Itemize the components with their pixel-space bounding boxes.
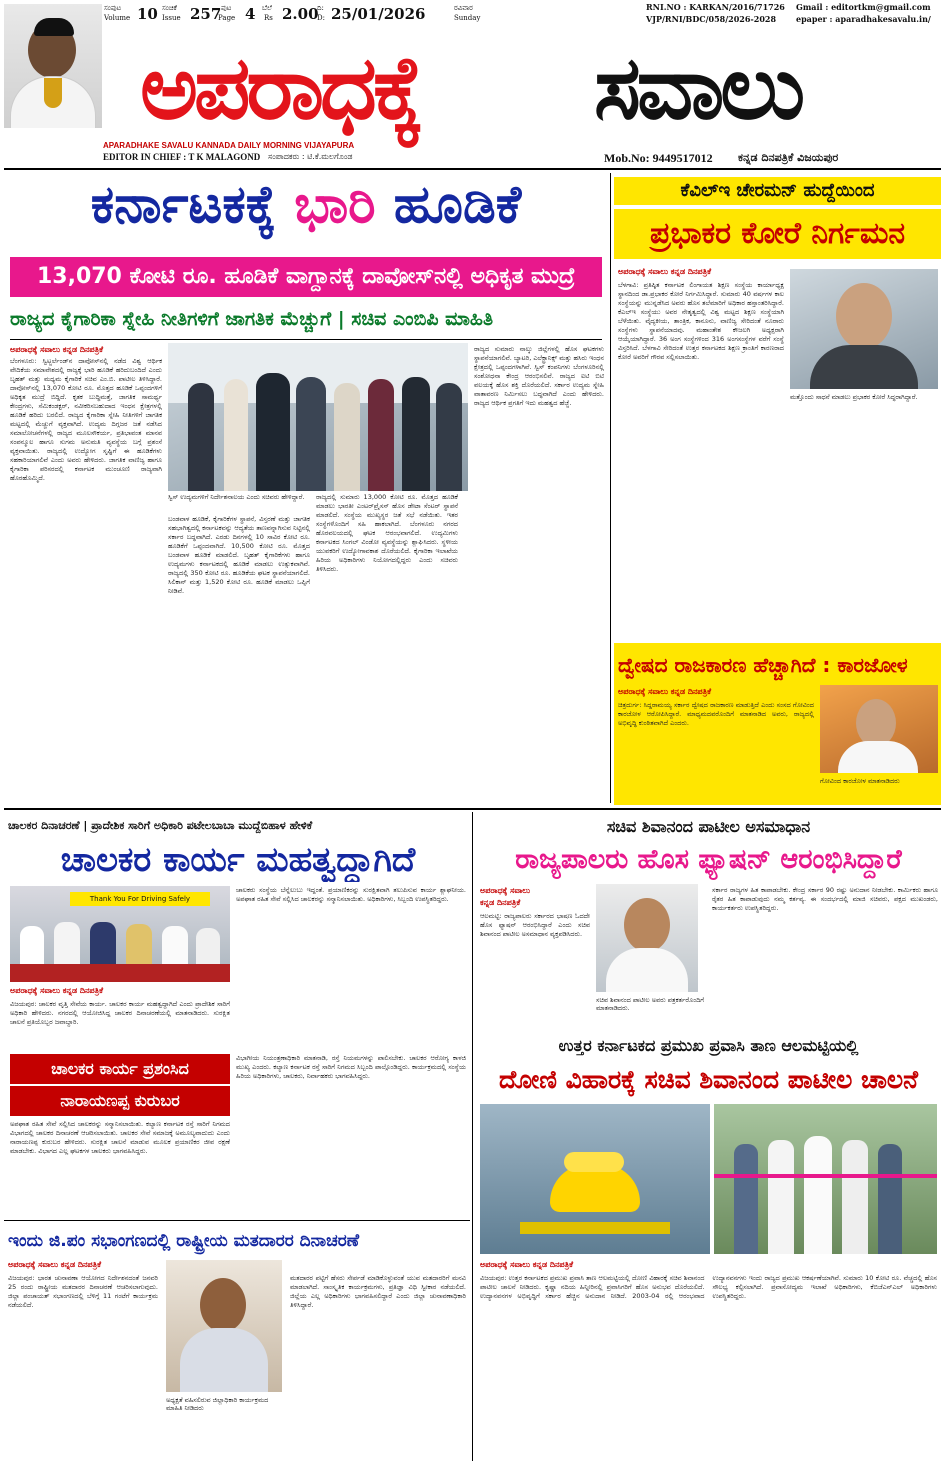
drivers-body-2: ಚಾಲಕರು ಸಂಸ್ಥೆಯ ಬೆನ್ನೆಲುಬು ಇದ್ದಂತೆ. ಪ್ರಯಾಣಿಕರನ್ನು ಸುರಕ್ಷಿತವಾಗಿ ತಲುಪಿಸುವ ಕಾರ್ಯ ಶ್ಲಾಘನೀಯ. ಅಪಘಾತ ರಹಿತ ಸೇವೆ ಸಲ್ಲಿಸಿದ ಚಾಲಕರನ್ನು ಸನ್ಮಾನಿಸಲಾಯಿತು. ಅಧಿಕಾರಿಗಳು, ಸಿಬ್ಬಂದಿ ಉಪಸ್ಥಿತರಿದ್ದರು. xyxy=(236,886,466,903)
drivers-body-1: ವಿಜಯಪುರ: ಚಾಲಕರ ವೃತ್ತಿ ಸೇವೆಯ ಕಾರ್ಯ. ಚಾಲಕರ ಕಾರ್ಯ ಮಹತ್ವದ್ದಾಗಿದೆ ಎಂದು ಪ್ರಾದೇಶಿಕ ಸಾರಿಗೆ ಅಧಿಕಾರಿ ಹೇಳಿದರು. ನಗರದಲ್ಲಿ ಆಯೋಜಿಸಿದ್ದ ಚಾಲಕರ ದಿನಾಚರಣೆಯಲ್ಲಿ ಮಾತನಾಡಿದರು. ಸುರಕ್ಷಿತ ಚಾಲನೆ ಪ್ರತಿಯೊಬ್ಬರ ಜವಾಬ್ದಾರಿ. xyxy=(10,1000,230,1026)
side-story-karajola xyxy=(614,643,941,805)
page-number: 4 xyxy=(245,5,256,23)
lead-column-4: ರಾಜ್ಯದ ಸುಮಾರು ನಾಲ್ಕು ಜಿಲ್ಲೆಗಳಲ್ಲಿ ಹೊಸ ಘಟಕಗಳು ಸ್ಥಾಪನೆಯಾಗಲಿವೆ. ಬ್ಯಾಟರಿ, ಎಲೆಕ್ಟ್ರಾನಿಕ್ಸ್ ಮತ್ತು ಹಸಿರು ಇಂಧನ ಕ್ಷೇತ್ರದಲ್ಲಿ ಒಪ್ಪಂದಗಳಾಗಿವೆ. ಸ್ವಿಸ್ ಕಂಪನಿಗಳು ಬೆಂಗಳೂರಿನಲ್ಲಿ ಸಂಶೋಧನಾ ಕೇಂದ್ರ ಆರಂಭಿಸಲಿವೆ. ರಾಜ್ಯದ ಐಟಿ ಬಿಟಿ ವಲಯಕ್ಕೆ ಹೊಸ ಶಕ್ತಿ ದೊರೆಯಲಿದೆ. ಸರ್ಕಾರ ಉದ್ಯಮ ಸ್ನೇಹಿ ವಾತಾವರಣ ನಿರ್ಮಿಸಲು ಬದ್ಧವಾಗಿದೆ ಎಂದು ಹೇಳಿದರು. ರಾಜ್ಯದ ಆರ್ಥಿಕ ಪ್ರಗತಿಗೆ ಇದು ಮಹತ್ವದ ಹೆಜ್ಜೆ. xyxy=(474,345,604,407)
voters-photo-caption: ಅಧ್ಯಕ್ಷತೆ ವಹಿಸಲಿರುವ ಜಿಲ್ಲಾಧಿಕಾರಿ ಕಾರ್ಯಕ್ರಮದ ಮಾಹಿತಿ ನೀಡಿದರು xyxy=(166,1396,269,1412)
tagline: ಕನ್ನಡ ದಿನಪತ್ರಿಕೆ ವಿಜಯಪುರ xyxy=(738,151,839,164)
lead-headline-part3: ಹೂಡಿಕೆ xyxy=(393,179,522,235)
governor-photo-caption: ಸಚಿವ ಶಿವಾನಂದ ಪಾಟೀಲ ಅವರು ಪತ್ರಕರ್ತರೊಂದಿಗೆ ಮಾತನಾಡಿದರು. xyxy=(596,996,705,1012)
lead-headline-part2: ಭಾರಿ xyxy=(294,179,376,235)
boat-headline: ದೋಣಿ ವಿಹಾರಕ್ಕೆ ಸಚಿವ ಶಿವಾನಂದ ಪಾಟೀಲ ಚಾಲನೆ xyxy=(498,1065,919,1094)
kore-kicker: ಕೆವಿಲ್ಇ ಚೇರಮನ್ ಹುದ್ದೆಯಿಂದ xyxy=(614,177,941,205)
issue-date: 25/01/2026 xyxy=(331,5,426,23)
voters-story xyxy=(4,1220,470,1461)
drivers-photo xyxy=(10,886,230,982)
voters-rule xyxy=(4,1220,470,1221)
karajola-byline: ಅಪರಾಧಕ್ಕೆ ಸವಾಲು ಕನ್ನಡ ದಿನಪತ್ರಿಕೆ xyxy=(618,687,712,696)
editor-photo xyxy=(4,4,102,128)
governor-photo xyxy=(596,884,698,992)
registration-number: VJP/RNI/BDC/058/2026-2028 xyxy=(646,14,777,24)
masthead xyxy=(0,0,945,170)
masthead-rule xyxy=(4,168,941,170)
drivers-byline: ಅಪರಾಧಕ್ಕೆ ಸವಾಲು ಕನ್ನಡ ದಿನಪತ್ರಿಕೆ xyxy=(10,986,104,995)
lower-divider xyxy=(472,812,473,1461)
karajola-body: ಚಿತ್ರದುರ್ಗ: ಸಿದ್ದರಾಮಯ್ಯ ಸರ್ಕಾರ ದ್ವೇಷದ ರಾಜಕಾರಣ ಮಾಡುತ್ತಿದೆ ಎಂದು ಸಂಸದ ಗೋವಿಂದ ಕಾರಜೋಳ ಆರೋಪಿಸಿದ್ದಾರೆ. ಮಾಧ್ಯಮದವರೊಂದಿಗೆ ಮಾತನಾಡಿದ ಅವರು, ರಾಜ್ಯದಲ್ಲಿ ಅಭಿವೃದ್ಧಿ ಕುಂಠಿತವಾಗಿದೆ ಎಂದರು. xyxy=(618,701,814,727)
drivers-praise-body: ಅಪಘಾತ ರಹಿತ ಸೇವೆ ಸಲ್ಲಿಸಿದ ಚಾಲಕರನ್ನು ಸನ್ಮಾನಿಸಲಾಯಿತು. ಕಲ್ಯಾಣ ಕರ್ನಾಟಕ ರಸ್ತೆ ಸಾರಿಗೆ ನಿಗಮದ ವಿಭಾಗದಲ್ಲಿ ಚಾಲಕರ ದಿನಾಚರಣೆ ಆಚರಿಸಲಾಯಿತು. ಚಾಲಕರ ಸೇವೆ ಸಮಾಜಕ್ಕೆ ಅಮೂಲ್ಯವಾದುದು ಎಂದು ನಾರಾಯಣಪ್ಪ ಕುರುಬರ ಹೇಳಿದರು. ಸುರಕ್ಷಿತ ಚಾಲನೆ ಮಾಡುವ ಮೂಲಕ ಪ್ರಯಾಣಿಕರ ಜೀವ ರಕ್ಷಣೆ ಮಾಡಬೇಕು. ವಿಭಾಗದ ಎಲ್ಲ ಘಟಕಗಳ ಚಾಲಕರು ಭಾಗವಹಿಸಿದ್ದರು. xyxy=(10,1120,230,1155)
boat-kicker: ಉತ್ತರ ಕರ್ನಾಟಕದ ಪ್ರಮುಖ ಪ್ರವಾಸಿ ತಾಣ ಆಲಮಟ್ಟಿಯಲ್ಲಿ xyxy=(558,1036,859,1055)
lead-photo-caption: ಸ್ವಿಸ್ ಉದ್ಯಮಗಳಿಗೆ ನಿರ್ದೇಶನಾಲಯ ಎಂದು ಸಚಿವರು ಹೇಳಿದ್ದಾರೆ. xyxy=(168,493,305,501)
voters-byline: ಅಪರಾಧಕ್ಕೆ ಸವಾಲು ಕನ್ನಡ ದಿನಪತ್ರಿಕೆ xyxy=(8,1260,102,1269)
governor-byline-2: ಕನ್ನಡ ದಿನಪತ್ರಿಕೆ xyxy=(480,898,521,907)
governor-body-left: ಆಲಮಟ್ಟಿ: ರಾಜ್ಯಪಾಲರು ಸರ್ಕಾರದ ಭಾಷಣ ಓದದೇ ಹೊಸ ಫ್ಯಾಷನ್ ಆರಂಭಿಸಿದ್ದಾರೆ ಎಂದು ಸಚಿವ ಶಿವಾನಂದ ಪಾಟೀಲ ಅಸಮಾಧಾನ ವ್ಯಕ್ತಪಡಿಸಿದರು. xyxy=(480,912,590,938)
governor-story xyxy=(476,812,941,1027)
boat-story xyxy=(476,1030,941,1461)
boat-body: ವಿಜಯಪುರ: ಉತ್ತರ ಕರ್ನಾಟಕದ ಪ್ರಮುಖ ಪ್ರವಾಸಿ ತಾಣ ಆಲಮಟ್ಟಿಯಲ್ಲಿ ದೋಣಿ ವಿಹಾರಕ್ಕೆ ಸಚಿವ ಶಿವಾನಂದ ಪಾಟೀಲ ಚಾಲನೆ ನೀಡಿದರು. ಕೃಷ್ಣಾ ನದಿಯ ಹಿನ್ನೀರಿನಲ್ಲಿ ಪ್ರವಾಸಿಗರಿಗೆ ಹೊಸ ಅನುಭವ ದೊರೆಯಲಿದೆ. ಉದ್ಯಾನವನಗಳ ಅಭಿವೃದ್ಧಿಗೆ ಸರ್ಕಾರ ಹೆಚ್ಚಿನ ಅನುದಾನ ನೀಡಿದೆ. 2003-04 ರಲ್ಲಿ ಆರಂಭವಾದ ಉದ್ಯಾನವನಗಳು ಇಂದು ರಾಜ್ಯದ ಪ್ರಮುಖ ಆಕರ್ಷಣೆಯಾಗಿವೆ. ಸುಮಾರು 10 ಕೋಟಿ ರೂ. ವೆಚ್ಚದಲ್ಲಿ ಹೊಸ ಸೌಲಭ್ಯ ಕಲ್ಪಿಸಲಾಗಿದೆ. ಪ್ರವಾಸೋದ್ಯಮ ಇಲಾಖೆ ಅಧಿಕಾರಿಗಳು, ಕೆಬಿಜೆಎನ್‌ಎಲ್ ಅಧಿಕಾರಿಗಳು ಉಪಸ್ಥಿತರಿದ್ದರು. xyxy=(480,1274,937,1300)
voters-body-right: ಮತದಾರರ ಪಟ್ಟಿಗೆ ಹೆಸರು ಸೇರ್ಪಡೆ ಮಾಡಿಕೊಳ್ಳುವಂತೆ ಯುವ ಮತದಾರರಿಗೆ ಮನವಿ ಮಾಡಲಾಗಿದೆ. ಸಾಂಸ್ಕೃತಿಕ ಕಾರ್ಯಕ್ರಮಗಳು, ಪ್ರತಿಜ್ಞಾ ವಿಧಿ ಸ್ವೀಕಾರ ನಡೆಯಲಿದೆ. ಜಿಲ್ಲೆಯ ಎಲ್ಲ ಅಧಿಕಾರಿಗಳು ಭಾಗವಹಿಸಲಿದ್ದಾರೆ ಎಂದು ಜಿಲ್ಲಾ ಚುನಾವಣಾಧಿಕಾರಿ ತಿಳಿಸಿದ್ದಾರೆ. xyxy=(290,1274,466,1309)
drivers-praise-line1: ಚಾಲಕರ ಕಾರ್ಯ ಪ್ರಶಂಸಿದ xyxy=(10,1054,230,1084)
day-kn: ರವಿವಾರ xyxy=(454,4,473,12)
karajola-headline: ದ್ವೇಷದ ರಾಜಕಾರಣ ಹೆಚ್ಚಾಗಿದೆ : ಕಾರಜೋಳ xyxy=(618,653,908,677)
voters-body-left: ವಿಜಯಪುರ: ಭಾರತ ಚುನಾವಣಾ ಆಯೋಗದ ನಿರ್ದೇಶನದಂತೆ ಜನವರಿ 25 ರಂದು ರಾಷ್ಟ್ರೀಯ ಮತದಾರರ ದಿನಾಚರಣೆ ಆಚರಿಸಲಾಗುವುದು. ಜಿಲ್ಲಾ ಪಂಚಾಯತ್ ಸಭಾಂಗಣದಲ್ಲಿ ಬೆಳಿಗ್ಗೆ 11 ಗಂಟೆಗೆ ಕಾರ್ಯಕ್ರಮ ನಡೆಯಲಿದೆ. xyxy=(8,1274,158,1309)
issue-label: Issue xyxy=(162,14,181,22)
drivers-story xyxy=(4,812,470,1217)
rni-number: RNI.NO : KARKAN/2016/71726 xyxy=(646,2,785,12)
drivers-praise-box xyxy=(10,1054,230,1116)
drivers-banner-text: Thank You For Driving Safely xyxy=(70,892,210,906)
drivers-kicker: ಚಾಲಕರ ದಿನಾಚರಣೆ | ಪ್ರಾದೇಶಿಕ ಸಾರಿಗೆ ಅಧಿಕಾರಿ ಪಟೇಲಬಾಬಾ ಮುದ್ದೆಬಿಹಾಳ ಹೇಳಿಕೆ xyxy=(8,819,313,832)
lead-subhead: ರಾಜ್ಯದ ಕೈಗಾರಿಕಾ ಸ್ನೇಹಿ ನೀತಿಗಳಿಗೆ ಜಾಗತಿಕ ಮೆಚ್ಚುಗೆ | ಸಚಿವ ಎಂಬಿಪಿ ಮಾಹಿತಿ xyxy=(10,308,494,330)
mid-rule xyxy=(4,808,941,810)
boat-byline: ಅಪರಾಧಕ್ಕೆ ಸವಾಲು ಕನ್ನಡ ದಿನಪತ್ರಿಕೆ xyxy=(480,1260,574,1269)
registration-block xyxy=(646,3,941,39)
kore-headline: ಪ್ರಭಾಕರ ಕೋರೆ ನಿರ್ಗಮನ xyxy=(614,209,941,259)
drivers-praise-line2: ನಾರಾಯಣಪ್ಪ ಕುರುಬರ xyxy=(10,1086,230,1116)
lead-headline-part1: ಕರ್ನಾಟಕಕ್ಕೆ xyxy=(90,179,277,235)
voters-photo xyxy=(166,1260,282,1392)
volume-number: 10 xyxy=(137,5,158,23)
boat-photo-water xyxy=(480,1104,710,1254)
kore-photo-caption: ಮತ್ತೊಂದು ಸಾಧನೆ ಮಾಡಲು ಪ್ರಭಾಕರ ಕೋರೆ ಸಿದ್ಧರಾಗಿದ್ದಾರೆ. xyxy=(790,393,918,401)
page-label: Page xyxy=(218,14,236,22)
lead-column-1: ಬೆಂಗಳೂರು: ಸ್ವಿಟ್ಜರ್ಲೆಂಡ್‌ನ ದಾವೋಸ್‌ನಲ್ಲಿ ನಡೆದ ವಿಶ್ವ ಆರ್ಥಿಕ ವೇದಿಕೆಯ ಸಮಾವೇಶದಲ್ಲಿ ರಾಜ್ಯಕ್ಕೆ ಭಾರಿ ಹೂಡಿಕೆ ಹರಿದುಬಂದಿದೆ ಎಂದು ಬೃಹತ್ ಮತ್ತು ಮಧ್ಯಮ ಕೈಗಾರಿಕೆ ಸಚಿವ ಎಂ.ಬಿ. ಪಾಟೀಲ ತಿಳಿಸಿದ್ದಾರೆ. ದಾವೋಸ್‌ನಲ್ಲಿ 13,070 ಕೋಟಿ ರೂ. ಮೊತ್ತದ ಹೂಡಿಕೆ ಒಪ್ಪಂದಗಳಿಗೆ ಅಧಿಕೃತ ಮುದ್ರೆ ಬಿದ್ದಿದೆ. ಕೃತಕ ಬುದ್ಧಿಮತ್ತೆ, ಜಾಗತಿಕ ಸಾಮರ್ಥ್ಯ ಕೇಂದ್ರಗಳು, ಸೆಮಿಕಂಡಕ್ಟರ್, ನವೀಕರಿಸಬಹುದಾದ ಇಂಧನ ಕ್ಷೇತ್ರಗಳಲ್ಲಿ ಹೂಡಿಕೆ ಹರಿದು ಬರಲಿದೆ. ರಾಜ್ಯದ ಕೈಗಾರಿಕಾ ಸ್ನೇಹಿ ನೀತಿಗಳಿಗೆ ಜಾಗತಿಕ ಮಟ್ಟದಲ್ಲಿ ಮೆಚ್ಚುಗೆ ವ್ಯಕ್ತವಾಗಿದೆ. ಉದ್ಯಮ ದಿಗ್ಗಜರ ಜತೆ ನಡೆಸಿದ ಸಮಾಲೋಚನೆಗಳಲ್ಲಿ ರಾಜ್ಯದ ಮೂಲಸೌಕರ್ಯ, ಪ್ರತಿಭಾವಂತ ಮಾನವ ಸಂಪನ್ಮೂಲ ಹಾಗೂ ಸುಗಮ ಅನುಮತಿ ವ್ಯವಸ್ಥೆಯ ಬಗ್ಗೆ ಪ್ರಶಂಸೆ ವ್ಯಕ್ತವಾಯಿತು. ರಾಜ್ಯದಲ್ಲಿ ಉದ್ಯೋಗ ಸೃಷ್ಟಿಗೆ ಈ ಹೂಡಿಕೆಗಳು ಸಹಕಾರಿಯಾಗಲಿವೆ ಎಂದು ಅವರು ಹೇಳಿದರು. ಜಾಗತಿಕ ವಾಣಿಜ್ಯ ಹಾಗೂ ಕೈಗಾರಿಕಾ ಪರಿಸರದಲ್ಲಿ ಕರ್ನಾಟಕ ಮುಂಚೂಣಿ ರಾಜ್ಯವಾಗಿ ಹೊರಹೊಮ್ಮಿದೆ. xyxy=(10,357,162,482)
sanchike-label: ಸಂಚಿಕೆ xyxy=(162,4,177,12)
drivers-headline: ಚಾಲಕರ ಕಾರ್ಯ ಮಹತ್ವದ್ದಾಗಿದೆ xyxy=(60,840,416,880)
newspaper-logo xyxy=(104,38,944,158)
voters-headline: ಇಂದು ಜಿ.ಪಂ ಸಭಾಂಗಣದಲ್ಲಿ ರಾಷ್ಟ್ರೀಯ ಮತದಾರರ ದಿನಾಚರಣೆ xyxy=(8,1231,360,1251)
governor-byline-1: ಅಪರಾಧಕ್ಕೆ ಸವಾಲು xyxy=(480,886,531,895)
issue-number: 257 xyxy=(190,5,222,23)
subtitle-en: APARADHAKE SAVALU KANNADA DAILY MORNING VIJAYAPURA xyxy=(103,141,355,150)
email-address: Gmail : editortkm@gmail.com xyxy=(796,2,931,12)
kore-byline: ಅಪರಾಧಕ್ಕೆ ಸವಾಲು ಕನ್ನಡ ದಿನಪತ್ರಿಕೆ xyxy=(618,267,712,276)
governor-body-right: ಸರ್ಕಾರ ರಾಜ್ಯಗಳ ಹಿತ ಕಾಪಾಡಬೇಕು. ಕೇಂದ್ರ ಸರ್ಕಾರ 90 ರಷ್ಟು ಅನುದಾನ ನೀಡಬೇಕು. ಕಾರ್ಮಿಕರು ಹಾಗೂ ರೈತರ ಹಿತ ಕಾಪಾಡುವುದು ನಮ್ಮ ಕರ್ತವ್ಯ. ಈ ಸಂದರ್ಭದಲ್ಲಿ ಮಾಜಿ ಸಚಿವರು, ಪಕ್ಷದ ಮುಖಂಡರು, ಕಾರ್ಯಕರ್ತರು ಉಪಸ್ಥಿತರಿದ್ದರು. xyxy=(712,886,938,912)
lead-column-2: ಬಂಡವಾಳ ಹೂಡಿಕೆ, ಕೈಗಾರಿಕೆಗಳ ಸ್ಥಾಪನೆ, ವಿಸ್ತರಣೆ ಮತ್ತು ಜಾಗತಿಕ ಸಹಭಾಗಿತ್ವದಲ್ಲಿ ಕರ್ನಾಟಕವನ್ನು ಆದ್ಯತೆಯ ತಾಣವನ್ನಾಗಿಸುವ ನಿಟ್ಟಿನಲ್ಲಿ ಸರ್ಕಾರ ಬದ್ಧವಾಗಿದೆ. ಎರಡು ದಿನಗಳಲ್ಲಿ 10 ಸಾವಿರ ಕೋಟಿ ರೂ. ಹೂಡಿಕೆಗೆ ಒಪ್ಪಂದವಾಗಿದೆ. 10,500 ಕೋಟಿ ರೂ. ಮೊತ್ತದ ಬಂಡವಾಳ ಹೂಡಿಕೆ ಮಾಡಲಿದೆ. ಬೃಹತ್ ಕೈಗಾರಿಕೆಗಳು ಹಾಗೂ ಉದ್ಯಮಗಳು ಕರ್ನಾಟಕದಲ್ಲಿ ಹೂಡಿಕೆ ಮಾಡಲು ಉತ್ಸುಕವಾಗಿವೆ. ರಾಜ್ಯದಲ್ಲಿ 350 ಕೋಟಿ ರೂ. ಹೂಡಿಕೆಯ ಘಟಕ ಸ್ಥಾಪನೆಯಾಗಲಿದೆ. ಸಿಲಿಕಾನ್ ಮತ್ತು 1,520 ಕೋಟಿ ರೂ. ಹೂಡಿಕೆ ಮಾಡಲು ಒಪ್ಪಿಗೆ ನೀಡಿವೆ. xyxy=(168,515,310,595)
kore-body: ಬೆಳಗಾವಿ: ಪ್ರತಿಷ್ಠಿತ ಕರ್ನಾಟಕ ಲಿಂಗಾಯತ ಶಿಕ್ಷಣ ಸಂಸ್ಥೆಯ ಕಾರ್ಯಾಧ್ಯಕ್ಷ ಸ್ಥಾನದಿಂದ ಡಾ.ಪ್ರಭಾಕರ ಕೋರೆ ನಿರ್ಗಮಿಸಿದ್ದಾರೆ. ಸುಮಾರು 40 ವರ್ಷಗಳ ಕಾಲ ಸಂಸ್ಥೆಯನ್ನು ಮುನ್ನಡೆಸಿದ ಅವರು ಹೊಸ ತಲೆಮಾರಿಗೆ ಅಧಿಕಾರ ಹಸ್ತಾಂತರಿಸಿದ್ದಾರೆ. ಕೆಎಲ್‌ಇ ಸಂಸ್ಥೆಯು ಅವರ ನೇತೃತ್ವದಲ್ಲಿ ವಿಶ್ವ ಮಟ್ಟದ ಶಿಕ್ಷಣ ಸಂಸ್ಥೆಯಾಗಿ ಬೆಳೆಯಿತು. ವೈದ್ಯಕೀಯ, ತಾಂತ್ರಿಕ, ಕಾನೂನು, ವಾಣಿಜ್ಯ ಸೇರಿದಂತೆ ನೂರಾರು ಸಂಸ್ಥೆಗಳು ಸ್ಥಾಪನೆಯಾದವು. ಮಹಾಂತೇಶ ಕೌಜಲಗಿ ಅಧ್ಯಕ್ಷರಾಗಿ ಆಯ್ಕೆಯಾಗಿದ್ದಾರೆ. 36 ಅಂಗ ಸಂಸ್ಥೆಗಳಿಂದ 316 ಅಂಗಸಂಸ್ಥೆಗಳ ವರೆಗೆ ಸಂಸ್ಥೆ ವಿಸ್ತರಿಸಿದೆ. ಬೆಳಗಾವಿ ಸೇರಿದಂತೆ ಉತ್ತರ ಕರ್ನಾಟಕದ ಶಿಕ್ಷಣ ಕ್ರಾಂತಿಗೆ ಕಾರಣರಾದ ಕೋರೆ ಅವರಿಗೆ ಗೌರವ ಸಲ್ಲಿಸಲಾಯಿತು. xyxy=(618,281,784,361)
rs-label: Rs xyxy=(264,14,273,22)
puta-label: ಪುಟ xyxy=(221,4,232,12)
lead-banner: 13,070 ಕೋಟಿ ರೂ. ಹೂಡಿಕೆ ವಾಗ್ದಾನಕ್ಕೆ ದಾವೋಸ್‌ನಲ್ಲಿ ಅಧಿಕೃತ ಮುದ್ರೆ xyxy=(10,257,602,297)
logo-title-part2: ಸವಾಲು xyxy=(594,44,802,139)
governor-kicker: ಸಚಿವ ಶಿವಾನಂದ ಪಾಟೀಲ ಅಸಮಾಧಾನ xyxy=(606,817,811,836)
issue-info-strip xyxy=(104,4,644,40)
epaper-link[interactable]: epaper : aparadhakesavalu.in/ xyxy=(796,14,931,24)
day-en: Sunday xyxy=(454,14,481,22)
editor-name-en: EDITOR IN CHIEF : T K MALAGOND xyxy=(103,152,261,162)
date-label-kn: ದಿ: xyxy=(317,4,324,12)
price: 2.00 xyxy=(282,5,319,23)
lead-column-3: ರಾಜ್ಯದಲ್ಲಿ ಸುಮಾರು 13,000 ಕೋಟಿ ರೂ. ಮೊತ್ತದ ಹೂಡಿಕೆ ಮಾಡಲು ಭಾರತೀ ಎಂಟರ್‌ಪ್ರೈಸಸ್ ಹೊಸ ಡೇಟಾ ಸೆಂಟರ್ ಸ್ಥಾಪನೆ ಮಾಡಲಿದೆ. ಸಂಸ್ಥೆಯ ಮುಖ್ಯಸ್ಥರ ಜತೆ ಸಭೆ ನಡೆಯಿತು. ಇತರ ಸಂಸ್ಥೆಗಳೊಂದಿಗೆ ಸಹಿ ಹಾಕಲಾಗಿದೆ. ಬೆಂಗಳೂರು ನಗರದ ಹೊರವಲಯದಲ್ಲಿ ಘಟಕ ಆರಂಭವಾಗಲಿದೆ. ಉದ್ಯಮಿಗಳು ಕರ್ನಾಟಕದ ಸಿಂಗಲ್ ವಿಂಡೋ ವ್ಯವಸ್ಥೆಯನ್ನು ಶ್ಲಾಘಿಸಿದರು. ಸ್ಥಳೀಯ ಯುವಕರಿಗೆ ಉದ್ಯೋಗಾವಕಾಶ ದೊರೆಯಲಿದೆ. ಕೈಗಾರಿಕಾ ಇಲಾಖೆಯ ಹಿರಿಯ ಅಧಿಕಾರಿಗಳು ನಿಯೋಗದಲ್ಲಿದ್ದರು ಎಂದು ಸಚಿವರು ತಿಳಿಸಿದರು. xyxy=(316,493,458,573)
logo-title-part1: ಅಪರಾಧಕ್ಕೆ xyxy=(140,44,421,139)
samputa-label: ಸಂಪುಟ xyxy=(104,4,122,12)
boat-photo-ceremony xyxy=(714,1104,937,1254)
lead-rule xyxy=(10,339,602,340)
karajola-photo xyxy=(820,685,938,773)
right-column-divider xyxy=(610,173,611,803)
editor-name-kn: ಸಂಪಾದಕರು : ಟಿ.ಕೆ.ಮಲಗೊಂಡ xyxy=(268,152,353,161)
bele-label: ಬೆಲೆ xyxy=(262,4,272,12)
lead-byline: ಅಪರಾಧಕ್ಕೆ ಸವಾಲು ಕನ್ನಡ ದಿನಪತ್ರಿಕೆ xyxy=(10,345,104,354)
lead-story xyxy=(4,173,608,805)
kore-photo xyxy=(790,269,938,389)
lead-headline xyxy=(4,179,608,249)
volume-label: Volume xyxy=(104,14,131,22)
date-label-en: D: xyxy=(317,14,325,22)
side-story-kore xyxy=(614,173,941,633)
karajola-photo-caption: ಗೋವಿಂದ ಕಾರಜೋಳ ಮಾತನಾಡಿದರು xyxy=(820,777,900,785)
governor-headline: ರಾಜ್ಯಪಾಲರು ಹೊಸ ಫ್ಯಾಷನ್ ಆರಂಭಿಸಿದ್ದಾರೆ xyxy=(515,844,902,875)
mobile-number: Mob.No: 9449517012 xyxy=(604,151,713,165)
lead-photo xyxy=(168,343,468,491)
drivers-body-3: ವಿಭಾಗೀಯ ನಿಯಂತ್ರಣಾಧಿಕಾರಿ ಮಾತನಾಡಿ, ರಸ್ತೆ ನಿಯಮಗಳನ್ನು ಪಾಲಿಸಬೇಕು. ಚಾಲಕರ ಆರೋಗ್ಯ ಕಾಳಜಿ ಮುಖ್ಯ ಎಂದರು. ಕಲ್ಯಾಣ ಕರ್ನಾಟಕ ರಸ್ತೆ ಸಾರಿಗೆ ನಿಗಮದ ಸಿಬ್ಬಂದಿ ಪಾಲ್ಗೊಂಡಿದ್ದರು. ಕಾರ್ಯಕ್ರಮದಲ್ಲಿ ಸಂಸ್ಥೆಯ ಹಿರಿಯ ಅಧಿಕಾರಿಗಳು, ಚಾಲಕರು, ನಿರ್ವಾಹಕರು ಭಾಗವಹಿಸಿದ್ದರು. xyxy=(236,1054,466,1080)
